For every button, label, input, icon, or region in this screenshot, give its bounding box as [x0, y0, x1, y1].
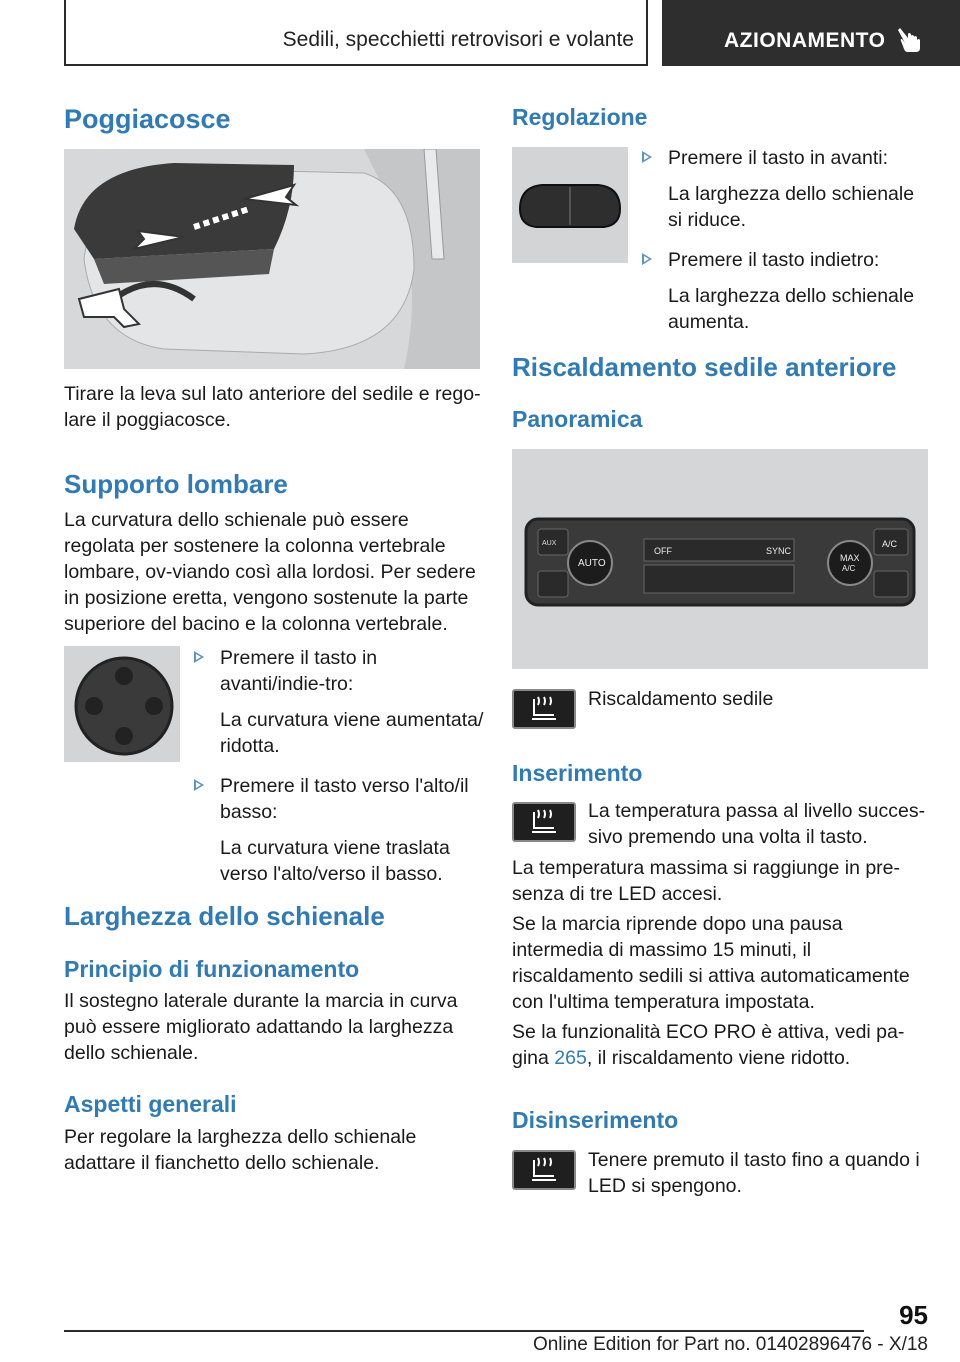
principio-text: Il sostegno laterale durante la marcia in curva può essere migliorato adattando la larghezza dello schienale.	[64, 990, 458, 1064]
aspetti-title: Aspetti generali	[64, 1091, 237, 1117]
width-step-2	[640, 247, 932, 335]
panel-off-label: OFF	[654, 546, 672, 556]
supporto-lombare-title: Supporto lombare	[64, 469, 288, 499]
lumbar-steps	[192, 645, 484, 887]
inserimento-title: Inserimento	[512, 760, 643, 786]
header-section-title: Sedili, specchietti retrovisori e volante	[282, 28, 634, 51]
disinserimento-title: Disinserimento	[512, 1107, 679, 1133]
inserimento-p2: Se la marcia riprende dopo una pausa intermedia di massimo 15 minuti, il riscaldamento sedili si attiva automaticamente con l'ultima temperatura impostata.	[512, 913, 910, 1013]
larghezza-schienale-title: Larghezza dello schienale	[64, 901, 385, 931]
seat-heating-icon	[512, 689, 576, 729]
seat-heating-off-icon	[512, 1150, 576, 1190]
panel-ac-label: A/C	[882, 539, 898, 549]
inserimento-icon-text: La temperatura passa al livello succes-sivo premendo una volta il tasto.	[588, 800, 926, 848]
step-triangle-icon	[194, 651, 204, 663]
width-button-photo	[512, 147, 628, 263]
width-step-2-action: Premere il tasto indietro:	[668, 249, 880, 271]
supporto-lombare-text: La curvatura dello schienale può essere regolata per sostenere la colonna vertebrale lombare, ov-viando così alla lordosi. Per sedere in posizione eretta, vengono sostenute la parte superiore del bacino e la colonna vertebrale.	[64, 509, 476, 635]
header-chapter-title: AZIONAMENTO	[724, 29, 886, 52]
lumbar-step-1-result: La curvatura viene aumentata/ ridotta.	[220, 709, 484, 757]
page-265-link[interactable]: 265	[554, 1047, 587, 1069]
climate-panel-photo	[512, 449, 928, 669]
poggiacosce-text: Tirare la leva sul lato anteriore del sedile e rego-lare il poggiacosce.	[64, 383, 481, 431]
eco-pro-text-after: , il riscaldamento viene ridotto.	[586, 1047, 851, 1069]
panel-max-label: MAX	[840, 553, 860, 563]
footer-rule	[64, 1330, 864, 1332]
lumbar-step-2-result: La curvatura viene traslata verso l'alto/verso il basso.	[220, 837, 450, 885]
edition-text: Online Edition for Part no. 01402896476 - X/18	[532, 1334, 928, 1355]
lumbar-control-photo	[64, 646, 180, 762]
disinserimento-text: Tenere premuto il tasto fino a quando i LED si spengono.	[588, 1149, 920, 1197]
pointing-hand-icon	[896, 24, 924, 54]
riscaldamento-title: Riscaldamento sedile anteriore	[512, 352, 897, 382]
principio-title: Principio di funzionamento	[64, 956, 360, 982]
step-triangle-icon	[642, 151, 652, 163]
lumbar-step-2	[192, 773, 484, 887]
panel-aux-label: AUX	[542, 540, 557, 547]
lumbar-step-1	[192, 645, 484, 759]
seat-heating-on-icon	[512, 802, 576, 842]
width-step-1-action: Premere il tasto in avanti:	[668, 147, 889, 169]
poggiacosce-title: Poggiacosce	[64, 104, 231, 134]
panel-auto-label: AUTO	[578, 558, 606, 569]
eco-pro-text	[512, 1019, 932, 1071]
panel-max-ac-label: A/C	[842, 564, 856, 573]
step-triangle-icon	[194, 779, 204, 791]
lumbar-step-1-action: Premere il tasto in avanti/indie-tro:	[220, 647, 378, 695]
seat-heating-caption: Riscaldamento sedile	[588, 688, 774, 710]
panoramica-title: Panoramica	[512, 406, 643, 432]
width-step-2-result: La larghezza dello schienale aumenta.	[668, 285, 915, 333]
step-triangle-icon	[642, 253, 652, 265]
page-number: 95	[899, 1300, 928, 1330]
inserimento-p1: La temperatura massima si raggiunge in pre-senza di tre LED accesi.	[512, 857, 901, 905]
width-steps	[640, 145, 932, 335]
width-step-1-result: La larghezza dello schienale si riduce.	[668, 183, 915, 231]
width-step-1	[640, 145, 932, 233]
eco-pro-text-before: Se la funzionalità ECO PRO è attiva, vedi pa-gina	[512, 1021, 905, 1069]
thigh-support-photo	[64, 149, 480, 369]
header-chapter-box	[662, 0, 960, 66]
lumbar-step-2-action: Premere il tasto verso l'alto/il basso:	[220, 775, 469, 823]
regolazione-title: Regolazione	[512, 104, 648, 130]
header-section-box	[64, 0, 648, 66]
aspetti-text: Per regolare la larghezza dello schienale adattare il fianchetto dello schienale.	[64, 1126, 417, 1174]
panel-sync-label: SYNC	[766, 546, 792, 556]
